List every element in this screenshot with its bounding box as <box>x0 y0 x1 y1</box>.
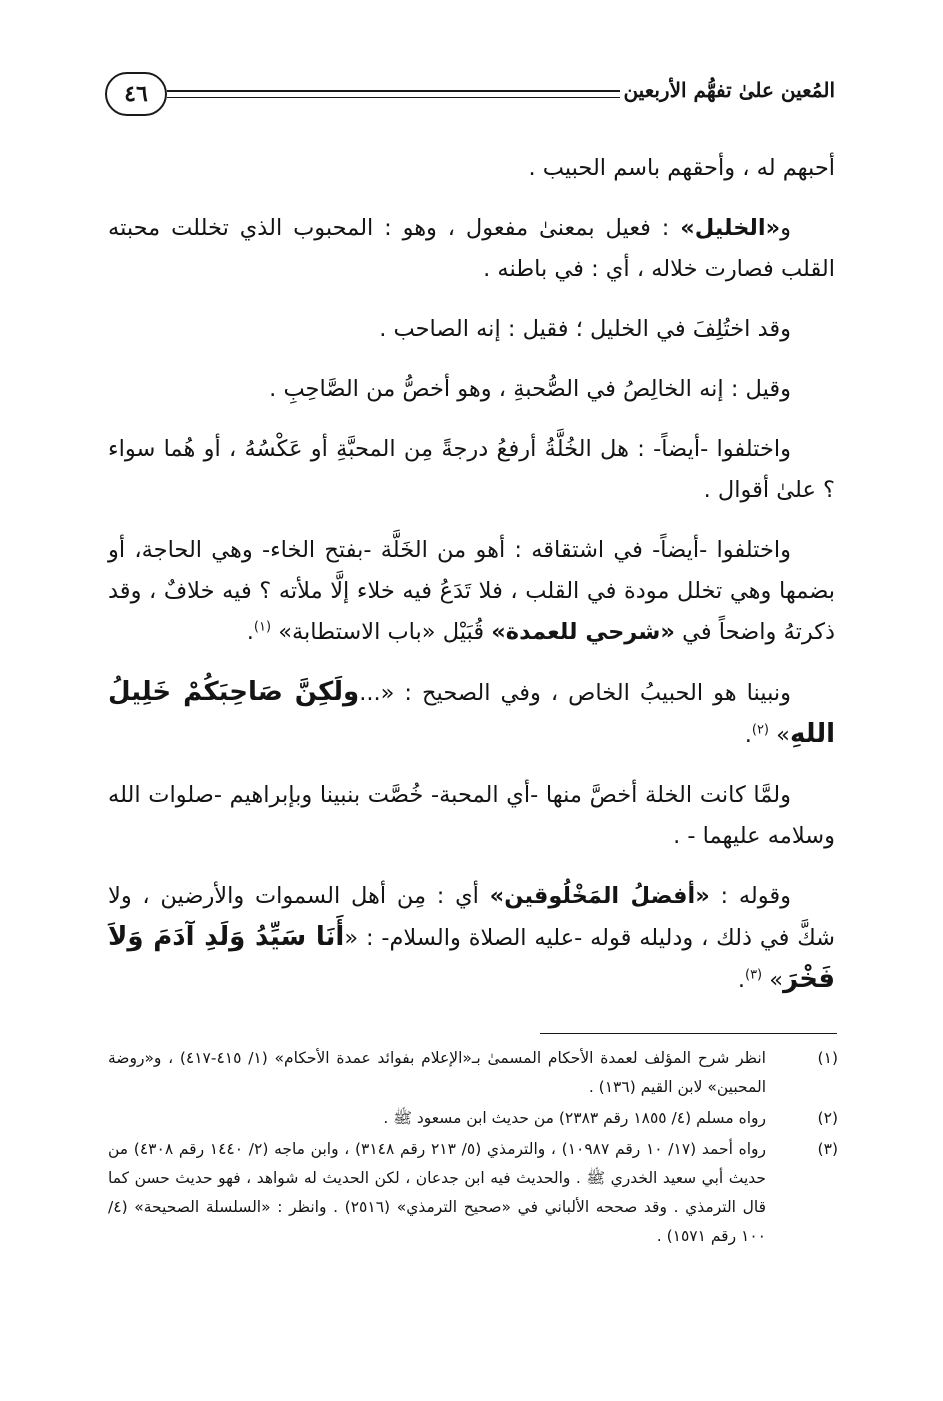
paragraph-1: أحبهم له ، وأحقهم باسم الحبيب . <box>528 155 835 181</box>
header-rule <box>167 90 620 92</box>
hadith-quote-1: ولَكِنَّ صَاحِبَكُمْ خَلِيلُ اللهِ <box>108 677 835 749</box>
footnote-ref-1[interactable]: (١) <box>253 619 272 635</box>
footnote-2 <box>108 1104 838 1133</box>
footnote-3 <box>108 1135 838 1251</box>
footnote-number: (٢) <box>817 1109 838 1127</box>
footnotes <box>108 1044 838 1253</box>
paragraph-2: و«الخليل» : فعيل بمعنىٰ مفعول ، وهو : المحبوب الذي تخللت محبته القلب فصارت خلاله ، أي : في باطنه . <box>108 215 835 282</box>
paragraph-3: وقد اختُلِفَ في الخليل ؛ فقيل : إنه الصاحب . <box>379 316 791 342</box>
paragraph-4: وقيل : إنه الخالِصُ في الصُّحبةِ ، وهو أخصُّ من الصَّاحِبِ . <box>269 376 791 402</box>
term-afdal: «أفضلُ المَخْلُوقين» <box>489 883 710 909</box>
page-number: ٤٦ <box>105 72 167 116</box>
paragraph-5: واختلفوا -أيضاً- : هل الخُلَّةُ أرفعُ درجةً مِن المحبَّةِ أو عَكْسُهُ ، أو هُما سواء ؟ علىٰ أقوال . <box>108 436 835 503</box>
body-text <box>108 148 835 1020</box>
header-rule-thin <box>167 97 620 98</box>
paragraph-8: ولمَّا كانت الخلة أخصَّ منها -أي المحبة- خُصَّت بنبينا وبإبراهيم -صلوات الله وسلامه عليهما - . <box>108 782 835 849</box>
footnote-separator <box>540 1033 837 1034</box>
footnote-number: (١) <box>817 1049 838 1067</box>
footnote-ref-2[interactable]: (٢) <box>751 722 769 738</box>
paragraph-7: ونبينا هو الحبيبُ الخاص ، وفي الصحيح : «...ولَكِنَّ صَاحِبَكُمْ خَلِيلُ اللهِ» $^{(٢)}$. <box>108 677 835 749</box>
footnote-1 <box>108 1044 838 1102</box>
paragraph-6: واختلفوا -أيضاً- في اشتقاقه : أهو من الخَلَّة -بفتح الخاء- وهي الحاجة، أو بضمها وهي تخلل مودة في القلب ، فلا تَدَعُ فيه خلاء إلَّا ملأته ؟ فيه خلافٌ ، وقد ذكرتهُ واضحاً في «شرحي للعمدة» قُبَيْل «باب الاستطابة» $^{(١)}$. <box>108 537 835 645</box>
hadith-quote-2: أَنَا سَيِّدُ وَلَدِ آدَمَ وَلاَ فَخْرَ <box>108 922 835 994</box>
running-title: المُعين علىٰ تفهُّم الأربعين <box>623 78 835 102</box>
footnote-text: رواه أحمد (١٧/ ١٠ رقم ١٠٩٨٧) ، والترمذي (٥/ ٢١٣ رقم ٣١٤٨) ، وابن ماجه (٢/ ١٤٤٠ رقم ٤٣٠٨) من حديث أبي سعيد الخدري ﷺ . والحديث فيه ابن جدعان ، لكن الحديث له شواهد ، فهو حديث حسن كما قال الترمذي . وقد صححه الألباني في «صحيح الترمذي» (٢٥١٦) . وانظر : «السلسلة الصحيحة» (٤/ ١٠٠ رقم ١٥٧١) . <box>108 1140 767 1245</box>
paragraph-9: وقوله : «أفضلُ المَخْلُوقين» أي : مِن أهل السموات والأرضين ، ولا شكَّ في ذلك ، ودليله قوله -عليه الصلاة والسلام- : «أَنَا سَيِّدُ وَلَدِ آدَمَ وَلاَ فَخْرَ» $^{(٣)}$. <box>108 883 836 994</box>
term-khalil: «الخليل» <box>680 215 781 241</box>
footnote-ref-3[interactable]: (٣) <box>744 967 763 983</box>
book-reference: «شرحي للعمدة» <box>491 619 675 645</box>
footnote-text: انظر شرح المؤلف لعمدة الأحكام المسمىٰ بـ«الإعلام بفوائد عمدة الأحكام» (١/ ٤١٥-٤١٧) ، و«روضة المحبين» لابن القيم (١٣٦) . <box>108 1049 766 1096</box>
footnote-number: (٣) <box>817 1140 838 1158</box>
footnote-text: رواه مسلم (٤/ ١٨٥٥ رقم ٢٣٨٣) من حديث ابن مسعود ﷺ . <box>383 1109 766 1127</box>
page-header <box>105 70 835 120</box>
